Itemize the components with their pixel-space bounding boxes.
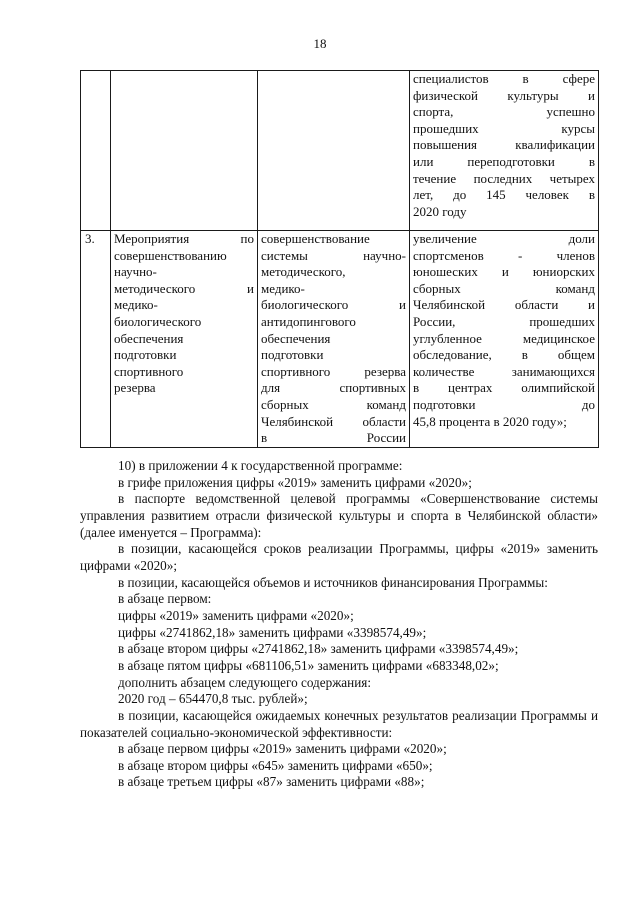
cell-line: спорта, успешно: [413, 104, 595, 120]
paragraph: дополнить абзацем следующего содержания:: [118, 674, 372, 690]
paragraph: в абзаце втором цифры «2741862,18» заменить цифрами «3398574,49»;: [118, 641, 519, 657]
cell-line: специалистов в сфере: [413, 71, 595, 86]
cell-line: системы научно-: [261, 247, 406, 263]
cell-line: подготовки: [114, 347, 177, 363]
paragraph: в грифе приложения цифры «2019» заменить цифрами «2020»;: [118, 474, 472, 490]
cell-line: в России: [261, 430, 406, 446]
event-name-cell: [111, 71, 258, 231]
cell-line: антидопингового: [261, 313, 356, 329]
paragraph: в паспорте ведомственной целевой программы «Совершенствование системы управления развитием отрасли физической культуры и спорта в Челябинской области» (далее именуется – Программа):: [80, 491, 598, 540]
cell-line: сборных команд: [261, 396, 406, 412]
cell-line: биологического: [114, 313, 202, 329]
paragraph: в позиции, касающейся сроков реализации Программы, цифры «2019» заменить цифрами «2020»;: [80, 541, 598, 573]
cell-line: 45,8 процента в 2020 году»;: [413, 413, 567, 429]
event-name-text: [114, 231, 254, 397]
event-name-cell: [111, 231, 258, 448]
result-cell: [410, 71, 599, 231]
cell-line: методического,: [261, 264, 346, 280]
task-cell: [258, 231, 410, 448]
cell-line: подготовки до: [413, 396, 595, 412]
cell-line: обеспечения: [114, 330, 184, 346]
cell-line: или переподготовки в: [413, 153, 595, 169]
result-text: [413, 71, 595, 220]
cell-line: углубленное медицинское: [413, 330, 595, 346]
paragraph: в абзаце втором цифры «645» заменить цифрами «650»;: [118, 757, 433, 773]
table-row: [81, 231, 599, 448]
paragraph: в абзаце первом цифры «2019» заменить цифрами «2020»;: [118, 741, 447, 757]
cell-line: лет, до 145 человек в: [413, 187, 595, 203]
cell-line: обследование, в общем: [413, 347, 595, 363]
cell-line: биологического и: [261, 297, 406, 313]
paragraph: 10) в приложении 4 к государственной программе:: [118, 458, 403, 473]
cell-line: для спортивных: [261, 380, 406, 396]
cell-line: физической культуры и: [413, 87, 595, 103]
cell-line: совершенствованию: [114, 247, 227, 263]
cell-line: прошедших курсы: [413, 120, 595, 136]
cell-line: повышения квалификации: [413, 137, 595, 153]
paragraph: цифры «2019» заменить цифрами «2020»;: [118, 607, 354, 623]
cell-line: количестве занимающихся: [413, 363, 595, 379]
amendments-text: [80, 458, 598, 791]
cell-line: обеспечения: [261, 330, 331, 346]
paragraph: в абзаце третьем цифры «87» заменить цифрами «88»;: [118, 774, 425, 790]
row-number-cell: [81, 71, 111, 231]
cell-line: методического и: [114, 280, 254, 296]
cell-line: резерва: [114, 380, 156, 396]
cell-line: Челябинской области: [261, 413, 406, 429]
cell-line: спортивного: [114, 363, 184, 379]
cell-line: в центрах олимпийской: [413, 380, 595, 396]
task-cell: [258, 71, 410, 231]
cell-line: совершенствование: [261, 231, 370, 246]
cell-line: медико-: [261, 280, 305, 296]
cell-line: России, прошедших: [413, 313, 595, 329]
cell-line: подготовки: [261, 347, 324, 363]
paragraph: в абзаце пятом цифры «681106,51» заменить цифрами «683348,02»;: [118, 657, 499, 673]
task-text: [261, 231, 406, 447]
paragraph: в абзаце первом:: [118, 591, 212, 607]
paragraph: цифры «2741862,18» заменить цифрами «3398574,49»;: [118, 624, 427, 640]
cell-line: Челябинской области и: [413, 297, 595, 313]
cell-line: спортсменов - членов: [413, 247, 595, 263]
program-table: [80, 70, 599, 448]
cell-line: медико-: [114, 297, 158, 313]
result-text: [413, 231, 595, 430]
result-cell: [410, 231, 599, 448]
table-row: [81, 71, 599, 231]
row-number-cell: 3.: [81, 231, 111, 448]
paragraph: в позиции, касающейся ожидаемых конечных результатов реализации Программы и показателей социально-экономической эффективности:: [80, 707, 598, 740]
paragraph: в позиции, касающейся объемов и источников финансирования Программы:: [118, 574, 548, 590]
page-number: 18: [313, 36, 327, 51]
cell-line: течение последних четырех: [413, 170, 595, 186]
cell-line: увеличение доли: [413, 231, 595, 246]
cell-line: 2020 году: [413, 203, 467, 219]
cell-line: научно-: [114, 264, 157, 280]
cell-line: сборных команд: [413, 280, 595, 296]
cell-line: спортивного резерва: [261, 363, 406, 379]
cell-line: юношеских и юниорских: [413, 264, 595, 280]
paragraph: 2020 год – 654470,8 тыс. рублей»;: [118, 691, 308, 707]
cell-line: Мероприятия по: [114, 231, 254, 246]
